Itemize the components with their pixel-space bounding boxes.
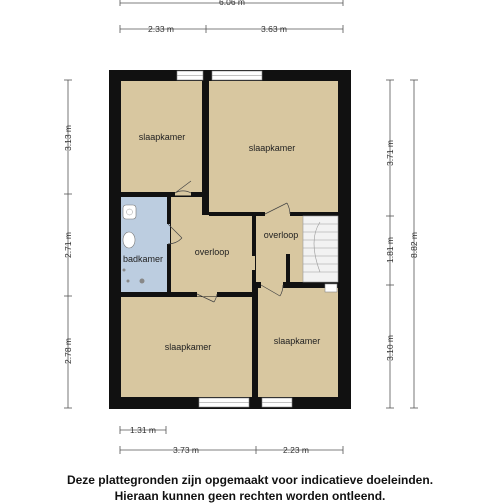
dim-bottom-left: 3.73 m	[173, 445, 199, 455]
room-landing-left	[171, 197, 252, 292]
label-bathroom: badkamer	[122, 254, 164, 264]
label-bedroom-top-right: slaapkamer	[248, 143, 296, 153]
dim-left-middle: 2.71 m	[63, 232, 73, 258]
dim-left-bottom: 2.78 m	[63, 338, 73, 364]
disclaimer-line-2: Hieraan kunnen geen rechten worden ontleend.	[114, 489, 386, 503]
dim-left-top: 3.13 m	[63, 125, 73, 151]
label-bedroom-bottom-right: slaapkamer	[273, 336, 321, 346]
dim-right-bottom: 3.10 m	[385, 335, 395, 361]
dim-top-right: 3.63 m	[261, 24, 287, 34]
label-bedroom-bottom-left: slaapkamer	[164, 342, 212, 352]
disclaimer-line-1: Deze plattegronden zijn opgemaakt voor indicatieve doeleinden.	[66, 473, 434, 487]
shower-drain-icon	[140, 279, 145, 284]
toilet-icon	[123, 232, 135, 248]
room-landing-right	[256, 216, 304, 282]
label-landing-left: overloop	[194, 247, 230, 257]
dim-top-left: 2.33 m	[148, 24, 174, 34]
label-bedroom-top-left: slaapkamer	[138, 132, 186, 142]
dim-bottom-right: 2.23 m	[283, 445, 309, 455]
sink-icon	[123, 205, 136, 219]
dim-right-middle: 1.81 m	[385, 237, 395, 263]
dim-right-total: 8.82 m	[409, 232, 419, 258]
label-landing-right: overloop	[263, 230, 299, 240]
dim-bottom-small: 1.31 m	[130, 425, 156, 435]
dim-top-total: 6.06 m	[219, 0, 245, 7]
dim-right-top: 3.71 m	[385, 140, 395, 166]
